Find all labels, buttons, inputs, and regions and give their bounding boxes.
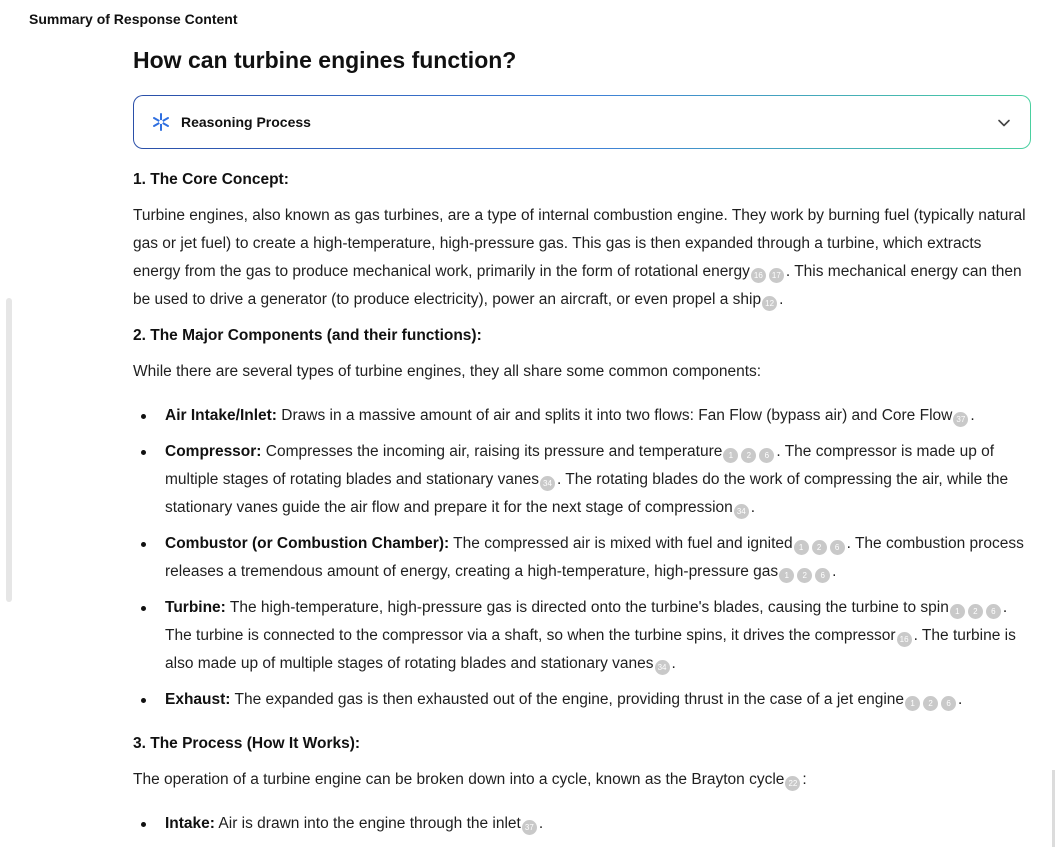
reasoning-process-label: Reasoning Process (181, 114, 311, 130)
list-item-text: . The compressor is made up of multiple stages of rotating blades and stationary vanes (165, 443, 994, 488)
core-text-end: . (779, 291, 783, 308)
citation-badge[interactable]: 34 (540, 476, 555, 491)
components-intro: While there are several types of turbine engines, they all share some common components: (133, 358, 1033, 386)
citation-group (896, 627, 914, 644)
citation-group (539, 471, 557, 488)
citation-badge[interactable]: 1 (779, 568, 794, 583)
citation-badge[interactable]: 1 (723, 448, 738, 463)
citation-group (949, 599, 1003, 616)
list-item (165, 810, 1033, 838)
citation-badge[interactable]: 2 (797, 568, 812, 583)
list-item-text: . (970, 407, 974, 424)
list-item-text: . The turbine is also made up of multiple stages of rotating blades and stationary vanes (165, 627, 1016, 672)
list-item-text: Draws in a massive amount of air and splits it into two flows: Fan Flow (bypass air) and Core Flow (277, 407, 952, 424)
citation-badge[interactable]: 6 (986, 604, 1001, 619)
section-heading-core: 1. The Core Concept: (133, 166, 1033, 194)
citation-badge[interactable]: 17 (769, 268, 784, 283)
list-item-text: . (672, 655, 676, 672)
process-list (133, 810, 1033, 838)
citation-group (654, 655, 672, 672)
citation-badge[interactable]: 34 (655, 660, 670, 675)
list-item-text: . (958, 691, 962, 708)
citation-badge[interactable]: 37 (953, 412, 968, 427)
citation-group (778, 563, 832, 580)
list-item-text: . The turbine is connected to the compressor via a shaft, so when the turbine spins, it drives the compressor (165, 599, 1007, 644)
section-heading-process: 3. The Process (How It Works): (133, 730, 1033, 758)
citation-badge[interactable]: 1 (905, 696, 920, 711)
citation-badge[interactable]: 2 (968, 604, 983, 619)
citation-group (521, 815, 539, 832)
reasoning-process-toggle[interactable] (133, 95, 1031, 149)
citation-badge[interactable]: 16 (751, 268, 766, 283)
list-item-text: . The rotating blades do the work of compressing the air, while the stationary vanes guide the air flow and prepare it for the next stage of compression (165, 471, 1008, 516)
citation-badge[interactable]: 2 (812, 540, 827, 555)
citation-badge[interactable]: 2 (923, 696, 938, 711)
list-item (165, 402, 1033, 430)
process-intro-text: The operation of a turbine engine can be broken down into a cycle, known as the Brayton cycle (133, 771, 784, 788)
list-item-term: Combustor (or Combustion Chamber): (165, 535, 449, 552)
list-item (165, 530, 1033, 586)
citation-badge[interactable]: 6 (815, 568, 830, 583)
citation-badge[interactable]: 34 (734, 504, 749, 519)
citation-badge[interactable]: 1 (950, 604, 965, 619)
process-intro (133, 766, 1033, 794)
citation-group (733, 499, 751, 516)
list-item (165, 686, 1033, 714)
sparkle-icon (151, 112, 171, 132)
list-item-term: Turbine: (165, 599, 226, 616)
citation-group (952, 407, 970, 424)
chevron-down-icon[interactable] (997, 116, 1011, 130)
citation-group (722, 443, 776, 460)
question-title: How can turbine engines function? (133, 47, 516, 74)
list-item-text: Air is drawn into the engine through the inlet (215, 815, 521, 832)
page-header-title: Summary of Response Content (29, 11, 237, 27)
list-item-term: Exhaust: (165, 691, 230, 708)
components-list (133, 402, 1033, 714)
list-item (165, 594, 1033, 678)
list-item-text: . (751, 499, 755, 516)
list-item-term: Compressor: (165, 443, 261, 460)
citation-badge[interactable]: 22 (785, 776, 800, 791)
citation-badge[interactable]: 6 (759, 448, 774, 463)
list-item-text: The high-temperature, high-pressure gas is directed onto the turbine's blades, causing the turbine to spin (226, 599, 949, 616)
list-item (165, 438, 1033, 522)
citation-group (793, 535, 847, 552)
list-item-text: The compressed air is mixed with fuel and ignited (449, 535, 792, 552)
list-item-text: The expanded gas is then exhausted out of the engine, providing thrust in the case of a jet engine (230, 691, 904, 708)
citation-group (750, 263, 786, 280)
page (0, 0, 1055, 847)
list-item-text: Compresses the incoming air, raising its pressure and temperature (261, 443, 722, 460)
list-item-term: Intake: (165, 815, 215, 832)
citation-badge[interactable]: 6 (830, 540, 845, 555)
left-scrollbar[interactable] (6, 298, 12, 602)
citation-badge[interactable]: 12 (762, 296, 777, 311)
citation-badge[interactable]: 1 (794, 540, 809, 555)
list-item-text: . (539, 815, 543, 832)
citation-group (904, 691, 958, 708)
answer-body (133, 166, 1033, 846)
section-heading-components: 2. The Major Components (and their functions): (133, 322, 1033, 350)
list-item-text: . The combustion process releases a tremendous amount of energy, creating a high-temperature, high-pressure gas (165, 535, 1024, 580)
core-text-1: Turbine engines, also known as gas turbines, are a type of internal combustion engine. They work by burning fuel (typically natural gas or jet fuel) to create a high-temperature, high-pressure gas. This gas is then expanded through a turbine, which extracts energy from the gas to produce mechanical work, primarily in the form of rotational energy (133, 207, 1026, 280)
process-intro-end: : (802, 771, 806, 788)
list-item-text: . (832, 563, 836, 580)
core-paragraph (133, 202, 1033, 314)
citation-badge[interactable]: 2 (741, 448, 756, 463)
citation-badge[interactable]: 16 (897, 632, 912, 647)
citation-badge[interactable]: 6 (941, 696, 956, 711)
citation-group (761, 291, 779, 308)
citation-badge[interactable]: 37 (522, 820, 537, 835)
core-text-2: . This mechanical energy can then be used to drive a generator (to produce electricity), power an aircraft, or even propel a ship (133, 263, 1022, 308)
list-item-term: Air Intake/Inlet: (165, 407, 277, 424)
citation-group (784, 771, 802, 788)
